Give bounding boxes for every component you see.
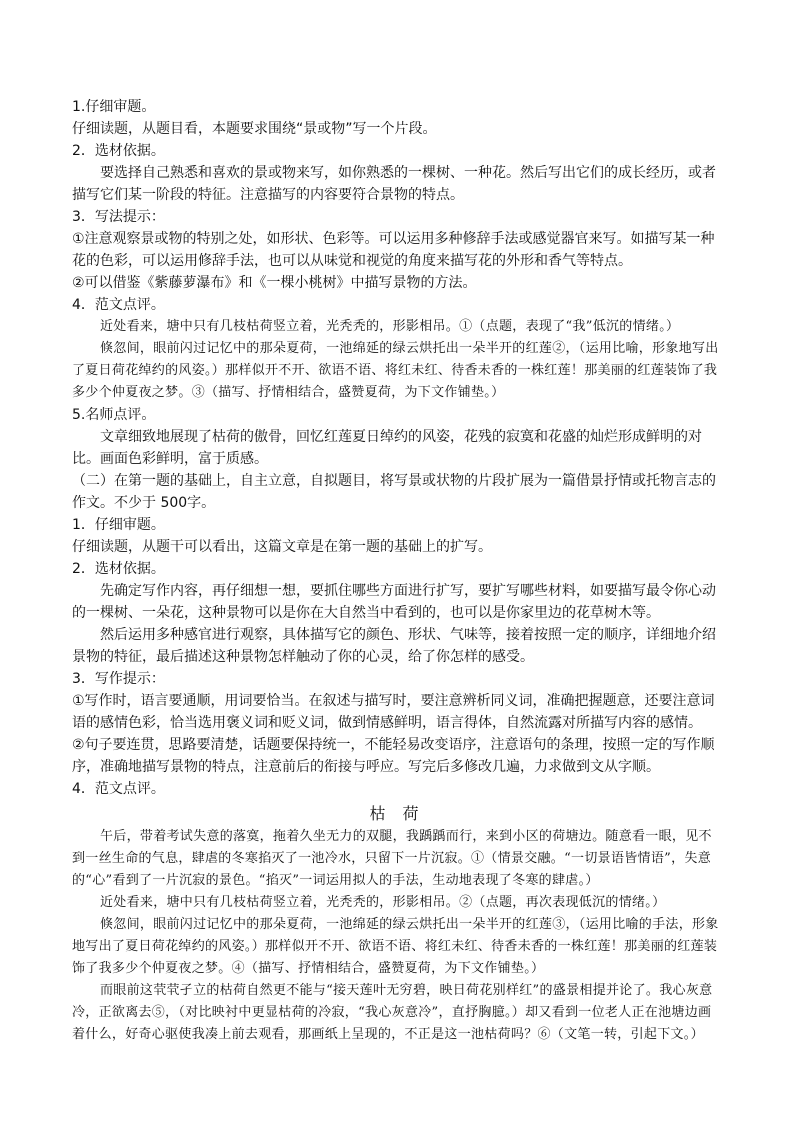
paragraph: 仔细读题，从题干可以看出，这篇文章是在第一题的基础上的扩写。 bbox=[72, 539, 492, 555]
paragraph: 先确定写作内容，再仔细想一想，要抓住哪些方面进行扩写，要扩写哪些材料，如要描写最令你心动的一棵树、一朵花，这种景物可以是你在大自然当中看到的，也可以是你家里边的花草树木等。 bbox=[72, 583, 716, 621]
document-page bbox=[72, 96, 722, 1046]
question-heading: （二）在第一题的基础上，自主立意，自拟题目，将写景或状物的片段扩展为一篇借景抒情或托物言志的作文。不少于 500字。 bbox=[72, 473, 716, 511]
essay-paragraph: 午后，带着考试失意的落寞，拖着久坐无力的双腿，我踽踽而行，来到小区的荷塘边。随意看一眼，见不到一丝生命的气息，肆虐的冬寒掐灭了一池冷水，只留下一片沉寂。①（情景交融。“一切景语皆情语”，失意的“心”看到了一片沉寂的景色。“掐灭”一词运用拟人的手法，生动地表现了冬寒的肆虐。） bbox=[72, 829, 712, 888]
section-heading: 5.名师点评。 bbox=[72, 407, 156, 423]
paragraph: 仔细读题，从题目看，本题要求围绕“景或物”写一个片段。 bbox=[72, 121, 437, 137]
paragraph: 然后运用多种感官进行观察，具体描写它的颜色、形状、气味等，接着按照一定的顺序，详细地介绍景物的特征，最后描述这种景物怎样触动了你的心灵，给了你怎样的感受。 bbox=[72, 627, 716, 665]
section-heading: 1.仔细审题。 bbox=[72, 99, 156, 115]
section-heading: 4．范文点评。 bbox=[72, 297, 165, 313]
essay-paragraph: 近处看来，塘中只有几枝枯荷竖立着，光秃秃的，形影相吊。②（点题，再次表现低沉的情绪。） bbox=[100, 895, 666, 910]
paragraph: 文章细致地展现了枯荷的傲骨，回忆红莲夏日绰约的风姿，花残的寂寞和花盛的灿烂形成鲜明的对比。画面色彩鲜明，富于质感。 bbox=[72, 429, 702, 467]
section-heading: 4．范文点评。 bbox=[72, 781, 165, 797]
paragraph: ②可以借鉴《紫藤萝瀑布》和《一棵小桃树》中描写景物的方法。 bbox=[72, 275, 477, 291]
section-heading: 2．选材依据。 bbox=[72, 143, 165, 159]
essay-title: 枯 荷 bbox=[369, 804, 425, 823]
essay-paragraph: 而眼前这茕茕孑立的枯荷自然更不能与“接天莲叶无穷碧，映日荷花别样红”的盛景相提并论了。我心灰意冷，正欲离去⑤，（对比映衬中更显枯荷的冷寂，“我心灰意冷”，直抒胸臆。）却又看到一位老人正在池塘边画着什么，好奇心驱使我凑上前去观看，那画纸上呈现的，不正是这一池枯荷吗？⑥（文笔一转，引起下文。） bbox=[72, 983, 713, 1042]
paragraph: 要选择自己熟悉和喜欢的景或物来写，如你熟悉的一棵树、一种花。然后写出它们的成长经历，或者描写它们某一阶段的特征。注意描写的内容要符合景物的特点。 bbox=[72, 165, 716, 203]
paragraph: ①写作时，语言要通顺，用词要恰当。在叙述与描写时，要注意辨析同义词，准确把握题意，还要注意词语的感情色彩，恰当选用褒义词和贬义词，做到情感鲜明，语言得体，自然流露对所描写内容的感情。 bbox=[72, 693, 715, 731]
section-heading: 3．写法提示： bbox=[72, 209, 165, 225]
section-heading: 3．写作提示： bbox=[72, 671, 165, 687]
sample-paragraph: 倏忽间，眼前闪过记忆中的那朵夏荷，一池绵延的绿云烘托出一朵半开的红莲②，（运用比喻，形象地写出了夏日荷花绰约的风姿。）那样似开不开、欲语不语、将红未红、待香未香的一株红莲！那美丽的红莲装饰了我多少个仲夏夜之梦。③（描写、抒情相结合，盛赞夏荷，为下文作铺垫。） bbox=[72, 341, 719, 400]
paragraph: ①注意观察景或物的特别之处，如形状、色彩等。可以运用多种修辞手法或感觉器官来写。如描写某一种花的色彩，可以运用修辞手法，也可以从味觉和视觉的角度来描写花的外形和香气等特点。 bbox=[72, 231, 715, 269]
paragraph: ②句子要连贯，思路要清楚，话题要保持统一，不能轻易改变语序，注意语句的条理，按照一定的写作顺序，准确地描写景物的特点，注意前后的衔接与呼应。写完后多修改几遍，力求做到文从字顺。 bbox=[72, 737, 715, 775]
essay-paragraph: 倏忽间，眼前闪过记忆中的那朵夏荷，一池绵延的绿云烘托出一朵半开的红莲③，（运用比喻的手法，形象地写出了夏日荷花绰约的风姿。）那样似开不开、欲语不语、将红未红、待香未香的一株红莲！那美丽的红莲装饰了我多少个仲夏夜之梦。④（描写、抒情相结合，盛赞夏荷，为下文作铺垫。） bbox=[72, 917, 719, 976]
section-heading: 1．仔细审题。 bbox=[72, 517, 165, 533]
section-heading: 2．选材依据。 bbox=[72, 561, 165, 577]
sample-paragraph: 近处看来，塘中只有几枝枯荷竖立着，光秃秃的，形影相吊。①（点题，表现了“我”低沉的情绪。） bbox=[100, 319, 680, 334]
